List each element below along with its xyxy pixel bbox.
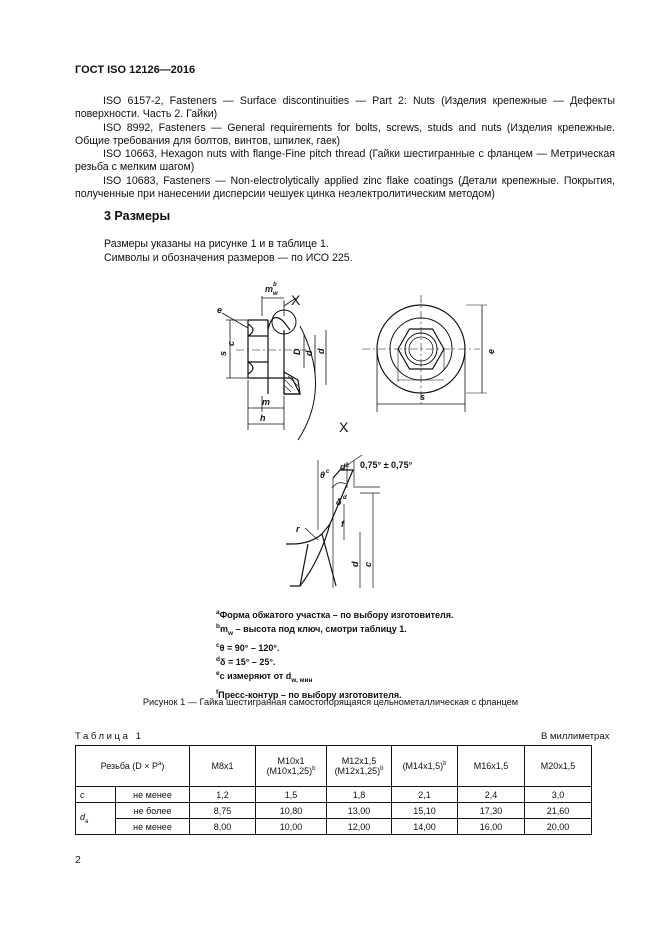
figure-notes: [216, 607, 453, 701]
note-item: $^c$θ = 90° – 120°.: [216, 641, 280, 653]
limit-cell: не менее: [116, 787, 190, 803]
table-row: [76, 819, 592, 835]
label-e-top: e: [486, 348, 496, 354]
note-item: $^e$c измеряют от $d_{w, мин}$: [216, 670, 313, 685]
label-h: h: [260, 413, 266, 423]
label-r: r: [296, 524, 300, 534]
value-cell: 8,00: [190, 819, 256, 835]
section-title: 3 Размеры: [104, 209, 171, 223]
top-view: [377, 305, 487, 412]
value-cell: 12,00: [327, 819, 392, 835]
value-cell: 20,00: [525, 819, 592, 835]
value-cell: 10,80: [256, 803, 327, 819]
value-cell: 1,2: [190, 787, 256, 803]
label-dc: d: [316, 348, 326, 354]
value-cell: 2,1: [392, 787, 458, 803]
value-cell: 1,8: [327, 787, 392, 803]
label-da: d: [304, 350, 314, 356]
note-item: $^a$Форма обжатого участка – по выбору изготовителя.: [216, 609, 454, 620]
table-row: [76, 803, 592, 819]
note-item: $^bm_w$ – высота под ключ, смотри таблицу 1.: [216, 623, 407, 638]
param-cell: $d_a$: [76, 803, 116, 835]
value-cell: 14,00: [392, 819, 458, 835]
label-s-side: s: [218, 350, 228, 356]
table-units: В миллиметрах: [541, 731, 610, 742]
label-d: D: [292, 348, 302, 355]
figure-labels: [217, 282, 496, 567]
value-cell: 10,00: [256, 819, 327, 835]
label-s-top: s: [420, 392, 426, 402]
label-delta-sup: d: [343, 495, 347, 501]
limit-cell: не более: [116, 803, 190, 819]
label-dc-detail-sub: c: [346, 463, 350, 469]
label-c-side: c: [226, 340, 236, 346]
dw-arc: [298, 326, 316, 440]
intro-line: Размеры указаны на рисунке 1 и в таблице 1.: [104, 238, 329, 250]
reference-item: ISO 10663, Hexagon nuts with flange-Fine pitch thread (Гайки шестигранные с фланцем — Метрическая резьба с мелким шагом): [75, 148, 615, 174]
column-header: $(M14x1,5)^b$: [392, 746, 458, 787]
document-header: ГОСТ ISO 12126—2016: [75, 64, 196, 76]
label-mw-sup: b: [273, 282, 277, 288]
label-f: f: [341, 519, 344, 529]
label-dc-detail: d: [340, 462, 346, 472]
note-item: $^d$δ = 15° – 25°.: [216, 656, 276, 668]
table-header-row: [76, 746, 592, 787]
label-c-detail: c: [363, 561, 373, 567]
value-cell: 2,4: [458, 787, 525, 803]
label-angle: 0,75° ± 0,75°: [360, 460, 413, 470]
value-cell: 13,00: [327, 803, 392, 819]
column-header: M20x1,5: [525, 746, 592, 787]
limit-cell: не менее: [116, 819, 190, 835]
intro-line: Символы и обозначения размеров — по ИСО 225.: [104, 251, 353, 264]
column-header: M8x1: [190, 746, 256, 787]
param-cell: c: [76, 787, 116, 803]
label-x: X: [291, 292, 301, 308]
label-m: m: [262, 397, 271, 407]
table-caption: Таблица 1: [75, 731, 144, 742]
label-e: e: [217, 305, 223, 315]
column-header: M10x1 $(M10x1,25)^b$: [256, 746, 327, 787]
label-theta-sup: c: [326, 469, 330, 475]
value-cell: 1,5: [256, 787, 327, 803]
column-header: M12x1,5 $(M12x1,25)^b$: [327, 746, 392, 787]
value-cell: 16,00: [458, 819, 525, 835]
value-cell: 15,10: [392, 803, 458, 819]
label-delta: δ: [336, 497, 342, 507]
reference-item: ISO 10683, Fasteners — Non-electrolytically applied zinc flake coatings (Детали крепежные. Покрытия, полученные при нанесении дисперсии чешуек цинка неэлектролитическим методом): [75, 174, 615, 201]
note-item: $^f$Пресс-контур – по выбору изготовителя.: [216, 688, 402, 700]
value-cell: 21,60: [525, 803, 592, 819]
value-cell: 17,30: [458, 803, 525, 819]
table-row: [76, 787, 592, 803]
label-theta: θ: [320, 470, 326, 480]
label-mw: m: [265, 284, 274, 294]
label-dw: d: [350, 561, 360, 567]
value-cell: 3,0: [525, 787, 592, 803]
figure-caption: Рисунок 1 — Гайка шестигранная самостопорящаяся цельнометаллическая с фланцем: [142, 697, 519, 707]
page-number: 2: [75, 854, 81, 866]
reference-item: ISO 8992, Fasteners — General requirements for bolts, screws, studs and nuts (Изделия крепежные. Общие требования для болтов, винтов, шпилек, гаек): [75, 121, 615, 147]
dimensions-table: [75, 745, 592, 835]
reference-item: ISO 6157-2, Fasteners — Surface discontinuities — Part 2: Nuts (Изделия крепежные — Дефекты поверхности. Часть 2. Гайки): [75, 95, 615, 121]
value-cell: 8,75: [190, 803, 256, 819]
thread-header-cell: Резьба $(D \times P^a)$: [76, 746, 190, 787]
label-mw-sub: w: [273, 291, 278, 297]
label-x-detail: X: [339, 419, 349, 435]
column-header: M16x1,5: [458, 746, 525, 787]
